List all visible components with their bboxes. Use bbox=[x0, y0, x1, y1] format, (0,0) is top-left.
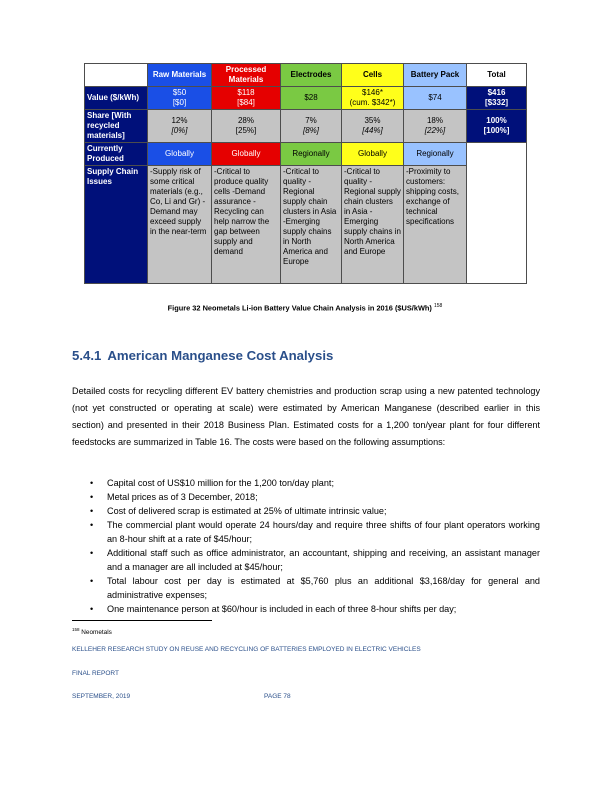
produced-cell-processed: Globally bbox=[212, 143, 281, 166]
footer-report: FINAL REPORT bbox=[72, 670, 119, 677]
bullet-icon: • bbox=[90, 576, 94, 586]
footnote-text: Neometals bbox=[81, 629, 112, 637]
caption-footnote-ref: 158 bbox=[433, 303, 443, 309]
issues-cell-pack: -Proximity to customers: shipping costs, exchange of technical specifications bbox=[404, 166, 467, 284]
issues-cell-raw: -Supply risk of some critical materials (e.g., Co, Li and Gr) -Demand may exceed supply in the near-term bbox=[148, 166, 212, 284]
table-row-produced bbox=[85, 143, 527, 166]
bullet-icon: • bbox=[90, 492, 94, 502]
share-cell-raw: 12% [0%] bbox=[148, 110, 212, 143]
value-cell-processed: $118 [$84] bbox=[212, 87, 281, 110]
produced-cell-cells: Globally bbox=[342, 143, 404, 166]
section-number: 5.4.1 bbox=[72, 348, 102, 363]
row-label-share: Share [With recycled materials] bbox=[85, 110, 148, 143]
list-item: • The commercial plant would operate 24 hours/day and require three shifts of four plant operators working an 8-hour shift at a rate of $45/hour; bbox=[90, 520, 540, 544]
issues-cell-processed: -Critical to produce quality cells -Demand assurance -Recycling can help narrow the gap between supply and demand bbox=[212, 166, 281, 284]
bullet-icon: • bbox=[90, 506, 94, 516]
header-cells: Cells bbox=[342, 64, 404, 87]
value-cell-pack: $74 bbox=[404, 87, 467, 110]
list-item: • Capital cost of US$10 million for the 1,200 ton/day plant; bbox=[90, 478, 334, 488]
share-cell-pack: 18% [22%] bbox=[404, 110, 467, 143]
table-row-issues bbox=[85, 166, 527, 284]
header-total: Total bbox=[467, 64, 527, 87]
bullet-icon: • bbox=[90, 478, 94, 488]
footer-title: KELLEHER RESEARCH STUDY ON REUSE AND RECYCLING OF BATTERIES EMPLOYED IN ELECTRIC VEHICLES bbox=[72, 646, 421, 653]
bullet-icon: • bbox=[90, 520, 94, 530]
section-heading bbox=[72, 348, 339, 363]
row-label-issues: Supply Chain Issues bbox=[85, 166, 148, 284]
produced-cell-pack: Regionally bbox=[404, 143, 467, 166]
header-raw-materials: Raw Materials bbox=[148, 64, 212, 87]
table-corner-cell bbox=[85, 64, 148, 87]
body-paragraph: Detailed costs for recycling different EV battery chemistries and production scrap using a new patented technology (not yet constructed or operating at scale) were estimated by American Manganese (described earlier in this section) and presented in their 2018 Business Plan. Estimated costs for a 1,200 ton/year plant for four different feedstocks are summarized in Table 16. The costs were based on the following assumptions: bbox=[72, 386, 540, 447]
value-cell-electrodes: $28 bbox=[281, 87, 342, 110]
issues-cell-cells: -Critical to quality -Regional supply chain clusters in Asia -Emerging supply chains in North America and Europe bbox=[342, 166, 404, 284]
list-item: • Additional staff such as office administrator, an accountant, shipping and receiving, an assistant manager and a manager are all included at $45/hour; bbox=[90, 548, 540, 572]
row-label-produced: Currently Produced bbox=[85, 143, 148, 166]
row-label-value: Value ($/kWh) bbox=[85, 87, 148, 110]
produced-cell-total bbox=[467, 143, 527, 284]
header-battery-pack: Battery Pack bbox=[404, 64, 467, 87]
value-chain-table bbox=[84, 63, 527, 284]
share-cell-processed: 28% [25%] bbox=[212, 110, 281, 143]
table-row-share bbox=[85, 110, 527, 143]
table-header-row bbox=[85, 64, 527, 87]
assumptions-list bbox=[72, 476, 540, 616]
header-electrodes: Electrodes bbox=[281, 64, 342, 87]
footnote-divider bbox=[72, 620, 212, 621]
share-cell-total: 100% [100%] bbox=[467, 110, 527, 143]
header-processed-materials: Processed Materials bbox=[212, 64, 281, 87]
issues-cell-electrodes: -Critical to quality -Regional supply chain clusters in Asia -Emerging supply chains in North America and Europe bbox=[281, 166, 342, 284]
footer-date: SEPTEMBER, 2019 bbox=[72, 693, 131, 700]
produced-cell-raw: Globally bbox=[148, 143, 212, 166]
value-cell-raw: $50 [$0] bbox=[148, 87, 212, 110]
share-cell-electrodes: 7% [8%] bbox=[281, 110, 342, 143]
list-item: • One maintenance person at $60/hour is included in each of three 8-hour shifts per day; bbox=[90, 604, 457, 614]
table-row-value bbox=[85, 87, 527, 110]
produced-cell-electrodes: Regionally bbox=[281, 143, 342, 166]
share-cell-cells: 35% [44%] bbox=[342, 110, 404, 143]
footnote-number: 158 bbox=[72, 627, 80, 632]
bullet-icon: • bbox=[90, 548, 94, 558]
value-cell-total: $416 [$332] bbox=[467, 87, 527, 110]
value-cell-cells: $146* (cum. $342*) bbox=[342, 87, 404, 110]
list-item: • Total labour cost per day is estimated at $5,760 plus an additional $3,168/day for general and administrative expenses; bbox=[90, 576, 540, 600]
footnote bbox=[72, 627, 112, 636]
footer-page-number: PAGE 78 bbox=[264, 693, 291, 700]
section-title: American Manganese Cost Analysis bbox=[107, 348, 334, 363]
list-item: • Metal prices as of 3 December, 2018; bbox=[90, 492, 258, 502]
figure-caption: Figure 32 Neometals Li-ion Battery Value Chain Analysis in 2016 ($US/kWh) $^{158}$ bbox=[167, 303, 443, 313]
bullet-icon: • bbox=[90, 604, 94, 614]
list-item: • Cost of delivered scrap is estimated at 25% of ultimate intrinsic value; bbox=[90, 506, 387, 516]
